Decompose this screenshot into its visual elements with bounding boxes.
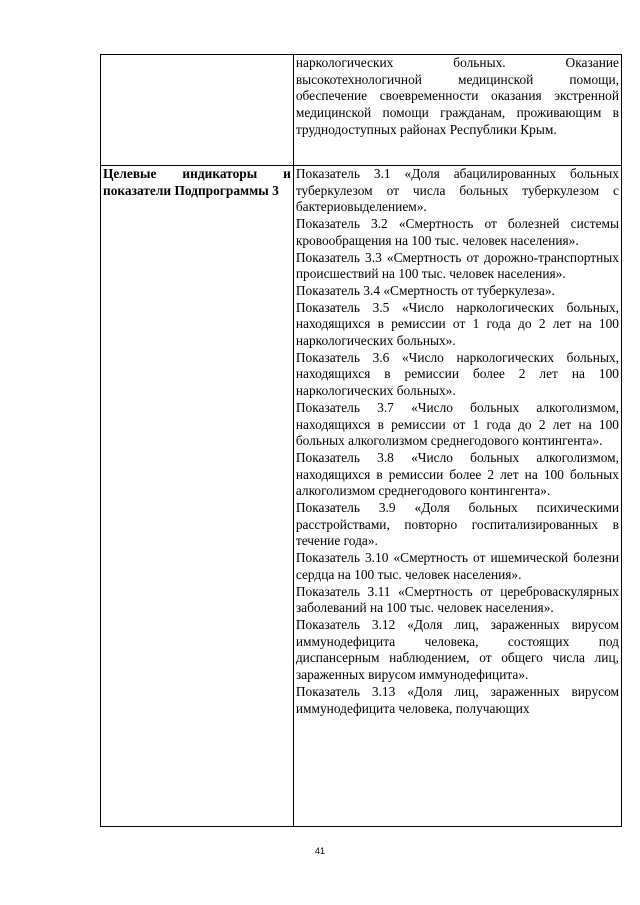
indicator-3-8: Показатель 3.8 «Число больных алкоголизмом, находящихся в ремиссии более 2 лет на 100 больных алкоголизмом среднегодового контингента». (295, 449, 619, 499)
indicator-3-7: Показатель 3.7 «Число больных алкоголизмом, находящихся в ремиссии от 1 года до 2 лет на 100 больных алкоголизмом среднегодового контингента». (295, 399, 619, 449)
page-number: 41 (314, 846, 325, 856)
table-row (101, 166, 622, 827)
row1-description: наркологических больных. Оказание высокотехнологичной медицинской помощи, обеспечение своевременности оказания экстренной медицинской помощи гражданам, проживающим в труднодоступных районах Республики Крым. (295, 55, 619, 137)
indicator-3-9: Показатель 3.9 «Доля больных психическими расстройствами, повторно госпитализированных в течение года». (295, 500, 619, 549)
indicators-list-cell (293, 166, 621, 827)
row1-left-cell (101, 55, 294, 166)
indicator-3-2: Показатель 3.2 «Смертность от болезней системы кровообращения на 100 тыс. человек населения». (295, 216, 619, 248)
program-table (100, 54, 622, 827)
indicator-3-4: Показатель 3.4 «Смертность от туберкулеза». (295, 282, 555, 298)
indicator-3-13: Показатель 3.13 «Доля лиц, зараженных вирусом иммунодефицита человека, получающих (295, 683, 619, 716)
indicator-3-10: Показатель 3.10 «Смертность от ишемической болезни сердца на 100 тыс. человек населения». (295, 550, 619, 582)
indicator-3-3: Показатель 3.3 «Смертность от дорожно-транспортных происшествий на 100 тыс. человек населения». (295, 249, 619, 282)
table-row (101, 55, 622, 166)
row1-right-cell (293, 55, 621, 166)
indicator-3-6: Показатель 3.6 «Число наркологических больных, находящихся в ремиссии более 2 лет на 100 наркологических больных». (295, 349, 619, 399)
indicator-3-11: Показатель 3.11 «Смертность от цереброваскулярных заболеваний на 100 тыс. человек населения». (295, 583, 619, 616)
indicators-label-cell: Целевые индикаторы и показатели Подпрограммы 3 (101, 166, 294, 827)
indicator-3-1: Показатель 3.1 «Доля абацилированных больных туберкулезом от числа больных туберкулезом с бактериовыделением». (295, 166, 619, 215)
indicator-3-5: Показатель 3.5 «Число наркологических больных, находящихся в ремиссии от 1 года до 2 лет на 100 наркологических больных». (295, 299, 619, 349)
indicator-3-12: Показатель 3.12 «Доля лиц, зараженных вирусом иммунодефицита человека, состоящих под диспансерным наблюдением, от общего числа лиц, зараженных вирусом иммунодефицита». (295, 616, 619, 683)
